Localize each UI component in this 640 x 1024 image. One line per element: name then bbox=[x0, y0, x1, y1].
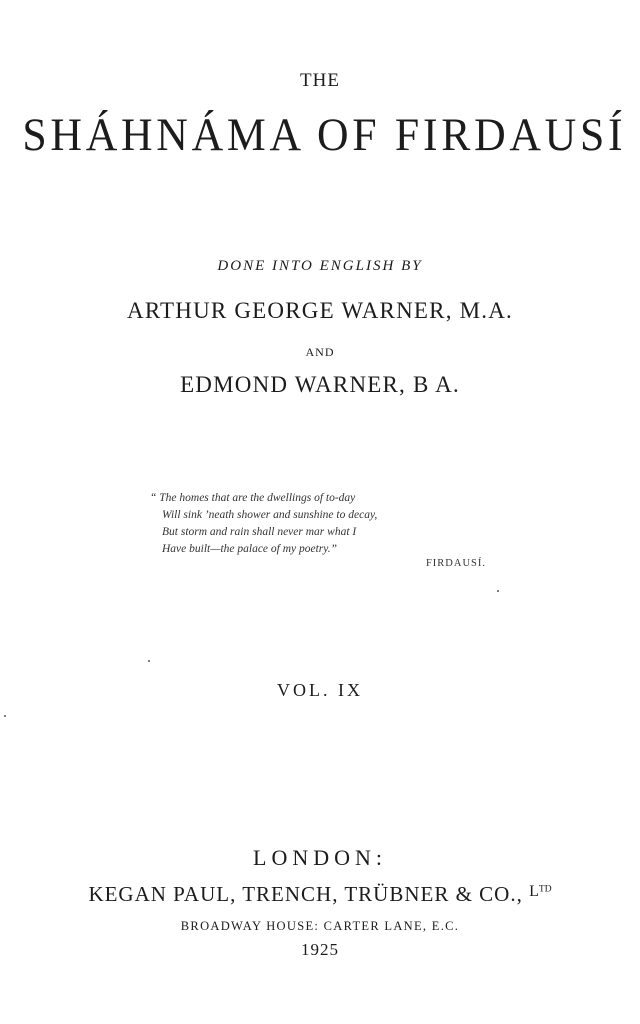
epigraph-line-2: Will sink ’neath shower and sunshine to decay, bbox=[162, 509, 378, 521]
imprint-publisher-suffix: Lᵀᴰ bbox=[529, 883, 552, 900]
author-conjunction: AND bbox=[305, 345, 335, 359]
epigraph-attribution: FIRDAUSÍ. bbox=[425, 558, 486, 569]
translation-note: DONE INTO ENGLISH BY bbox=[217, 258, 423, 274]
book-title: SHÁHNÁMA OF FIRDAUSÍ bbox=[22, 109, 627, 161]
volume-number: VOL. IX bbox=[277, 680, 363, 700]
imprint-year: 1925 bbox=[301, 940, 339, 959]
imprint-city: LONDON: bbox=[253, 845, 387, 870]
epigraph-line-1: “ The homes that are the dwellings of to-day bbox=[150, 492, 356, 504]
imprint-publisher: KEGAN PAUL, TRENCH, TRÜBNER & CO., bbox=[88, 882, 523, 906]
paper-speck bbox=[4, 715, 6, 717]
paper-speck bbox=[497, 590, 499, 592]
paper-speck bbox=[148, 660, 150, 662]
epigraph-line-3: But storm and rain shall never mar what I bbox=[162, 526, 357, 538]
imprint-address: BROADWAY HOUSE: CARTER LANE, E.C. bbox=[180, 919, 460, 933]
imprint-publisher-line bbox=[0, 882, 640, 907]
epigraph bbox=[150, 490, 490, 572]
author-edmond-warner: EDMOND WARNER, B A. bbox=[180, 372, 460, 397]
author-arthur-george-warner: ARTHUR GEORGE WARNER, M.A. bbox=[127, 298, 513, 323]
epigraph-line-4: Have built—the palace of my poetry.” bbox=[162, 543, 338, 555]
title-article: THE bbox=[300, 70, 340, 91]
